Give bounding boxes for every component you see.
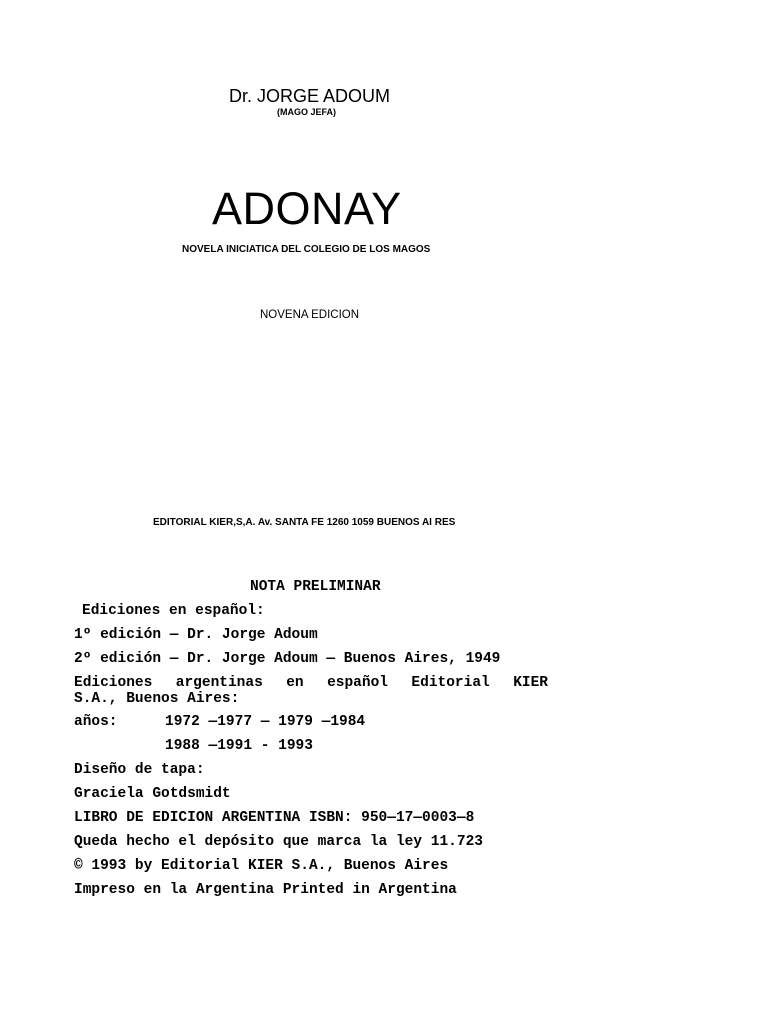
years-label: años: (74, 714, 118, 730)
justified-word: KIER (513, 675, 548, 691)
first-edition-line: 1º edición — Dr. Jorge Adoum (74, 627, 318, 643)
years-list-first: 1972 —1977 — 1979 —1984 (165, 714, 366, 730)
preliminary-note-heading: NOTA PRELIMINAR (250, 579, 381, 595)
justified-word: en (286, 675, 304, 691)
book-subtitle: NOVELA INICIATICA DEL COLEGIO DE LOS MAGOS (182, 244, 431, 255)
justified-word: argentinas (175, 675, 263, 691)
argentine-editions-line (74, 675, 548, 691)
printed-in-line: Impreso en la Argentina Printed in Argentina (74, 882, 457, 898)
author-name: Dr. JORGE ADOUM (229, 86, 391, 106)
edition-label: NOVENA EDICION (260, 309, 360, 321)
author-pseudonym: (MAGO JEFA) (277, 107, 337, 117)
isbn-line: LIBRO DE EDICION ARGENTINA ISBN: 950—17—0003—8 (74, 810, 475, 826)
publisher-line: EDITORIAL KIER,S,A. Av. SANTA FE 1260 1059 BUENOS AI RES (153, 517, 456, 528)
cover-design-label: Diseño de tapa: (74, 762, 205, 778)
book-title: ADONAY (212, 183, 402, 234)
cover-designer-name: Graciela Gotdsmidt (74, 786, 231, 802)
copyright-line: © 1993 by Editorial KIER S.A., Buenos Aires (74, 858, 449, 874)
justified-word: Ediciones (74, 675, 153, 691)
spanish-editions-line: Ediciones en español: (82, 603, 265, 619)
justified-word: Editorial (411, 675, 490, 691)
second-edition-line: 2º edición — Dr. Jorge Adoum — Buenos Aires, 1949 (74, 651, 501, 667)
justified-word: español (327, 675, 388, 691)
years-list-second: 1988 —1991 - 1993 (165, 738, 313, 754)
legal-deposit-line: Queda hecho el depósito que marca la ley 11.723 (74, 834, 483, 850)
argentine-editions-continuation: S.A., Buenos Aires: (74, 691, 240, 707)
